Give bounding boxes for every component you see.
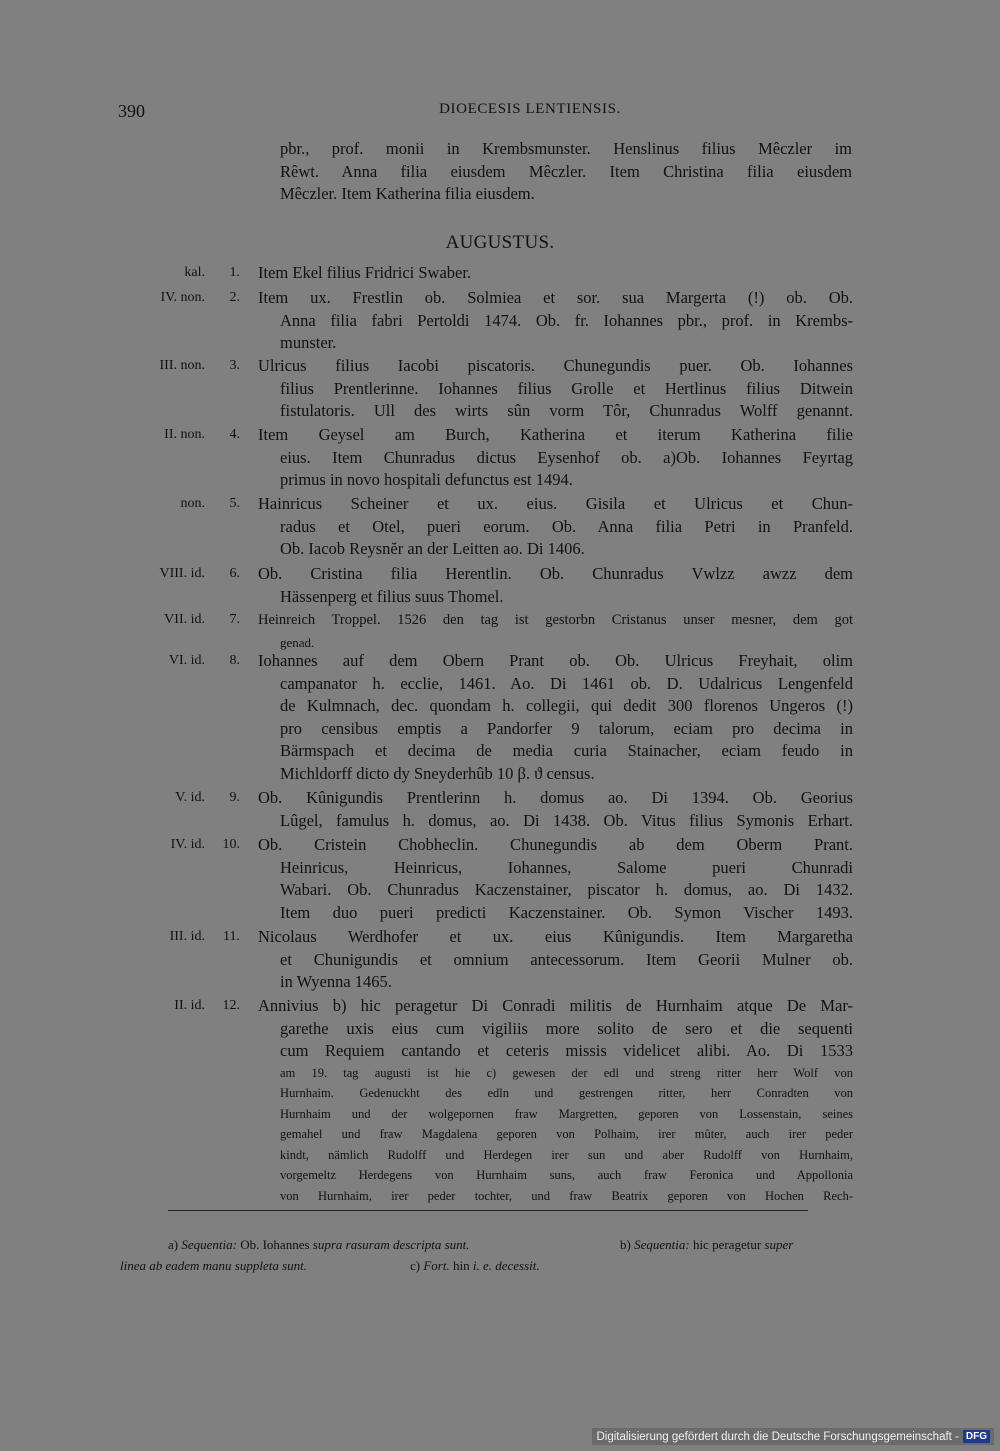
entry-text (258, 563, 853, 608)
entry-line: filius Prentlerinne. Iohannes filius Grolle et Hertlinus filius Ditwein (280, 378, 853, 398)
dfg-logo-icon: DFG (963, 1430, 990, 1443)
entry-line: campanator h. ecclie, 1461. Ao. Di 1461 ob. D. Udalricus Lengenfeld (280, 673, 853, 693)
entry-line: am 19. tag augusti ist hie c) gewesen der edl und streng ritter herr Wolf von (280, 1065, 853, 1080)
entry-line: Item ux. Frestlin ob. Solmiea et sor. sua Margerta (!) ob. Ob. (258, 288, 853, 307)
entry-date: kal. (184, 265, 205, 280)
entry-date: II. id. (174, 998, 205, 1013)
entry-line: Iohannes auf dem Obern Prant ob. Ob. Ulricus Freyhait, olim (258, 651, 853, 670)
entry-text (258, 493, 853, 561)
entry-text (258, 787, 853, 832)
entry-number: 5. (229, 496, 240, 511)
entry-line: Nicolaus Werdhofer et ux. eius Kûnigundis. Item Margaretha (258, 927, 853, 946)
entry-number: 9. (229, 790, 240, 805)
entry-line: Heinricus, Heinricus, Iohannes, Salome pueri Chunradi (280, 857, 853, 877)
entry-number: 10. (222, 837, 240, 852)
entry-line: Bärmspach et decima de media curia Stainacher, eciam feudo in (280, 741, 853, 760)
intro-line: Rêwt. Anna filia eiusdem Mêczler. Item Christina filia eiusdem (280, 161, 852, 181)
footnote-label: Sequentia: (181, 1237, 237, 1252)
entry-number: 4. (229, 427, 240, 442)
entry-date: IV. id. (170, 837, 205, 852)
entry-line: Ob. Kûnigundis Prentlerinn h. domus ao. Di 1394. Ob. Georius (258, 788, 853, 807)
funding-credit-text: Digitalisierung gefördert durch die Deutsche Forschungsgemeinschaft - (596, 1430, 959, 1443)
entry-text (258, 995, 853, 1206)
footnote-text: Ob. Iohannes (240, 1237, 310, 1252)
entry-line: munster. (280, 333, 337, 352)
entry-line: Item duo pueri predicti Kaczenstainer. Ob. Symon Vischer 1493. (280, 902, 853, 922)
entry-date: VIII. id. (159, 566, 205, 581)
running-head: DIOECESIS LENTIENSIS. (439, 101, 621, 117)
entry-line: in Wyenna 1465. (280, 972, 392, 991)
entry-line: Hässenperg et filius suus Thomel. (280, 586, 504, 606)
entry-date: VI. id. (168, 653, 205, 668)
footnote-mark: a) (168, 1237, 179, 1252)
entry-number: 2. (229, 290, 240, 305)
funding-credit (592, 1428, 994, 1445)
entry-line: Hainricus Scheiner et ux. eius. Gisila et Ulricus et Chun- (258, 494, 853, 513)
entry-line: Ulricus filius Iacobi piscatoris. Chunegundis puer. Ob. Iohannes (258, 356, 853, 375)
entry-line: cum Requiem cantando et ceteris missis videlicet alibi. Ao. Di 1533 (280, 1041, 853, 1060)
entry-number: 6. (229, 566, 240, 581)
footnote-b-continuation (120, 1255, 307, 1276)
entry-line: pro censibus emptis a Pandorfer 9 talorum, eciam pro decima in (280, 718, 853, 738)
footnote-text: Fort. (423, 1258, 450, 1273)
entry-line: Heinreich Troppel. 1526 den tag ist gestorbn Cristanus unser mesner, dem got (258, 612, 853, 628)
entry-number: 7. (229, 612, 240, 627)
entry-line: Ob. Cristein Chobheclin. Chunegundis ab dem Oberm Prant. (258, 835, 853, 854)
entry-line: eius. Item Chunradus dictus Eysenhof ob. a)Ob. Iohannes Feyrtag (280, 447, 853, 467)
footnote-c (410, 1255, 540, 1276)
footnote-text: i. e. decessit. (472, 1258, 540, 1273)
entry-date: II. non. (164, 427, 205, 442)
entry-line: de Kulmnach, dec. quondam h. collegii, qui dedit 300 florenos Ungeros (!) (280, 696, 853, 715)
footnote-text: linea ab eadem manu suppleta sunt. (120, 1258, 308, 1273)
entry-line: Ob. Iacob Reysnĕr an der Leitten ao. Di 1406. (280, 539, 585, 558)
entry-line: primus in novo hospitali defunctus est 1494. (280, 470, 573, 489)
entry-number: 3. (229, 358, 240, 373)
entry-line: Michldorff dicto dy Sneyderhûb 10 β. ϑ census. (280, 763, 595, 783)
footnote-text: hin (452, 1258, 470, 1273)
entry-line: genad. (280, 634, 315, 650)
entry-line: Annivius b) hic peragetur Di Conradi militis de Hurnhaim atque De Mar- (258, 996, 853, 1015)
entry-date: V. id. (175, 790, 205, 805)
footnote-rule (168, 1210, 808, 1211)
entry-date: VII. id. (164, 612, 205, 627)
intro-paragraph (280, 138, 852, 206)
footnote-label: Sequentia: (634, 1237, 690, 1252)
footnote-b (620, 1234, 793, 1255)
entry-date: IV. non. (160, 290, 205, 305)
entry-line: Anna filia fabri Pertoldi 1474. Ob. fr. Iohannes pbr., prof. in Krembs- (280, 310, 853, 330)
entry-date: III. non. (159, 358, 205, 373)
entry-text (258, 355, 853, 423)
entry-line: fistulatoris. Ull des wirts sûn vorm Tôr, Chunradus Wolff genannt. (280, 401, 853, 420)
entry-line: Wabari. Ob. Chunradus Kaczenstainer, piscator h. domus, ao. Di 1432. (280, 880, 853, 899)
entry-text (258, 262, 853, 285)
entry-text (258, 609, 853, 653)
entry-date: non. (180, 496, 205, 511)
footnote-a (168, 1234, 470, 1255)
entry-text (258, 424, 853, 492)
entry-line: Item Ekel filius Fridrici Swaber. (258, 263, 472, 282)
entry-number: 11. (223, 929, 240, 944)
entry-number: 8. (229, 653, 240, 668)
entry-text (258, 926, 853, 994)
entry-line: Hurnhaim. Gedenuckht des edln und gestrengen ritter, herr Conradten von (280, 1086, 853, 1100)
month-heading: AUGUSTUS. (445, 232, 555, 253)
entry-text (258, 650, 853, 785)
entry-line: Lûgel, famulus h. domus, ao. Di 1438. Ob. Vitus filius Symonis Erhart. (280, 810, 853, 830)
entry-line: et Chunigundis et omnium antecessorum. Item Georii Mulner ob. (280, 949, 853, 969)
page-number: 390 (118, 101, 145, 121)
entry-line: von Hurnhaim, irer peder tochter, und fraw Beatrix geporen von Hochen Rech- (280, 1188, 853, 1203)
entry-line: Hurnhaim und der wolgepornen fraw Margretten, geporen von Lossenstain, seines (280, 1106, 853, 1121)
entry-line: garethe uxis eius cum vigiliis more solito de sero et die sequenti (280, 1018, 853, 1038)
entry-line: kindt, nämlich Rudolff und Herdegen irer sun und aber Rudolff von Hurnhaim, (280, 1147, 853, 1162)
entry-line: Ob. Cristina filia Herentlin. Ob. Chunradus Vwlzz awzz dem (258, 564, 853, 583)
entry-line: radus et Otel, pueri eorum. Ob. Anna filia Petri in Pranfeld. (280, 516, 853, 536)
footnote-text: super (764, 1237, 794, 1252)
entry-number: 1. (229, 265, 240, 280)
entry-text (258, 287, 853, 355)
entry-line: vorgemeltz Herdegens von Hurnhaim suns, auch fraw Feronica und Appollonia (280, 1168, 853, 1182)
entry-number: 12. (222, 998, 240, 1013)
entry-line: gemahel und fraw Magdalena geporen von Polhaim, irer mûter, auch irer peder (280, 1127, 853, 1141)
entry-date: III. id. (169, 929, 205, 944)
entry-line: Item Geysel am Burch, Katherina et iterum Katherina filie (258, 425, 853, 444)
footnote-mark: b) (620, 1237, 631, 1252)
footnote-text: supra rasuram descripta sunt. (312, 1237, 470, 1252)
entry-text (258, 834, 853, 924)
intro-line: pbr., prof. monii in Krembsmunster. Henslinus filius Mêczler im (280, 139, 852, 158)
intro-line: Mêczler. Item Katherina filia eiusdem. (280, 184, 535, 203)
footnote-text: hic peragetur (692, 1237, 762, 1252)
footnote-mark: c) (410, 1258, 421, 1273)
